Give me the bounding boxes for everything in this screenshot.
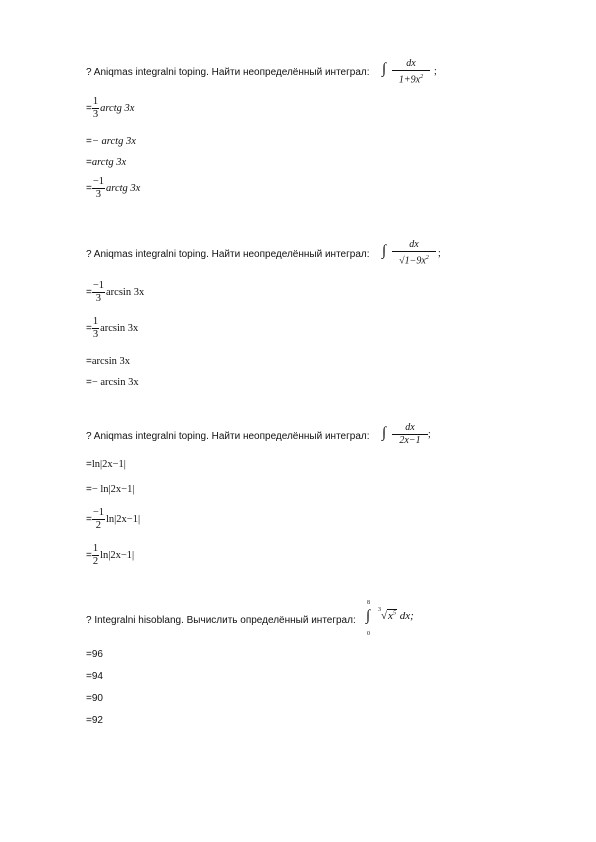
integral-sign-icon: ∫ (366, 608, 371, 624)
answer-option[interactable]: = $\frac{-1}{2}$ ln|2x−1| (86, 507, 141, 531)
answer-option[interactable]: = $\frac{1}{3}$ arcsin 3x (86, 316, 139, 340)
cube-root-expression: $^3√x^5$ dx; (378, 607, 414, 622)
answer-option[interactable]: =94 (86, 671, 103, 682)
integral-sign-icon: ∫ (382, 425, 387, 441)
question-2-integrand: dx $√1-9x^2$ (392, 239, 436, 267)
question-2 (86, 249, 370, 260)
answer-option[interactable]: = $\frac{-1}{3}$ arctg 3x (86, 176, 141, 200)
answer-option[interactable]: =− arctg 3x (86, 136, 136, 147)
question-4-text: ? Integralni hisoblang. Вычислить определённый интеграл: (86, 615, 356, 626)
answer-option[interactable]: = $\frac{-1}{3}$ arcsin 3x (86, 280, 145, 304)
question-1-integral: ∫ dx $1+9x^2$ ; (382, 58, 437, 86)
question-1-integrand: dx $1+9x^2$ (392, 58, 430, 86)
question-3-integrand: dx 2x−1 (392, 422, 428, 447)
answer-fraction: $\frac{-1}{2}$ (92, 507, 105, 531)
answer-fraction: $\frac{1}{3}$ (92, 316, 99, 340)
answer-option[interactable]: =− arcsin 3x (86, 377, 139, 388)
answer-fraction: $\frac{1}{2}$ (92, 543, 99, 567)
question-1-text: ? Aniqmas integralni toping. Найти неопределённый интеграл: (86, 67, 370, 78)
answer-option[interactable]: = $\frac{1}{3}$ arctg 3x (86, 96, 135, 120)
answer-option[interactable]: =96 (86, 649, 103, 660)
question-1 (86, 67, 370, 78)
question-3-text: ? Aniqmas integralni toping. Найти неопределённый интеграл: (86, 431, 370, 442)
answer-option[interactable]: = $\frac{1}{2}$ ln|2x−1| (86, 543, 135, 567)
answer-fraction: $\frac{-1}{3}$ (92, 176, 105, 200)
question-2-text: ? Aniqmas integralni toping. Найти неопределённый интеграл: (86, 249, 370, 260)
answer-option[interactable]: =92 (86, 715, 103, 726)
integral-sign-icon: ∫ (382, 243, 387, 259)
answer-option[interactable]: =arctg 3x (86, 157, 127, 168)
answer-fraction: $\frac{-1}{3}$ (92, 280, 105, 304)
question-2-integral: ∫ dx $√1-9x^2$ ; (382, 239, 441, 267)
question-3 (86, 431, 370, 442)
answer-option[interactable]: =− ln|2x−1| (86, 484, 135, 495)
answer-option[interactable]: =90 (86, 693, 103, 704)
integral-sign-icon: ∫ (382, 61, 387, 77)
answer-fraction: $\frac{1}{3}$ (92, 96, 99, 120)
question-3-integral: ∫ dx 2x−1 ; (382, 422, 431, 446)
answer-option[interactable]: =arcsin 3x (86, 356, 131, 367)
answer-option[interactable]: =ln|2x−1| (86, 459, 126, 470)
radical-icon: √ (381, 610, 388, 622)
question-4-integral: 8 ∫ 0 $^3√x^5$ dx; (366, 600, 414, 637)
question-4 (86, 615, 356, 626)
